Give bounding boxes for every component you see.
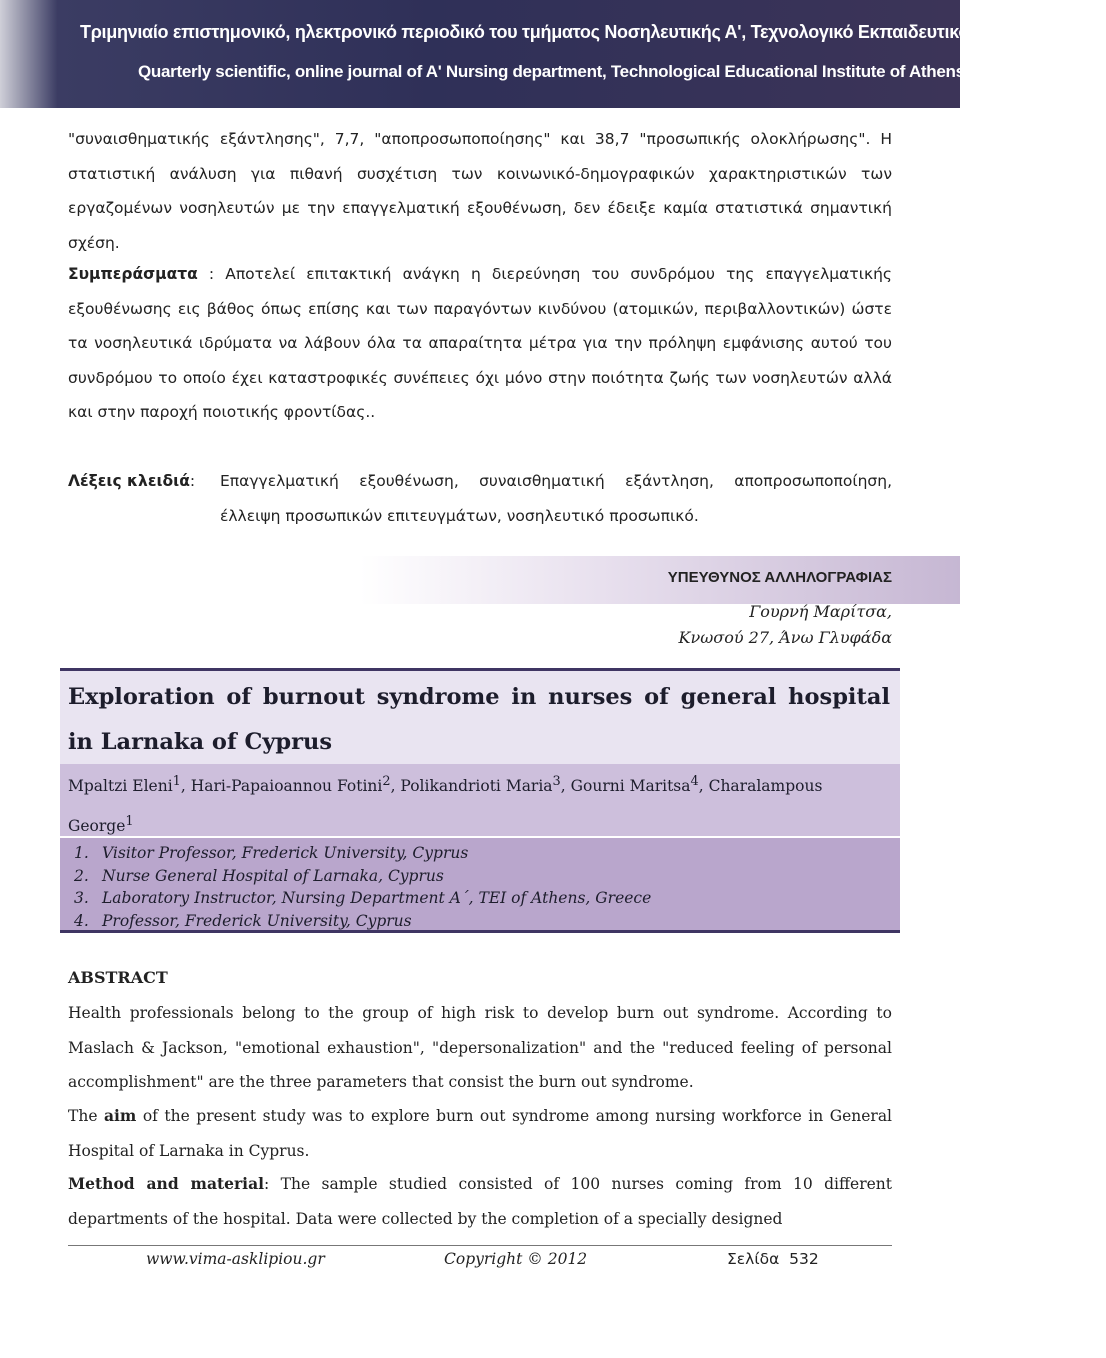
- article-title: Exploration of burnout syndrome in nurses of general hospital in Larnaka of Cyprus: [68, 684, 890, 755]
- aim-text: of the present study was to explore burn out syndrome among nursing workforce in General Hospital of Larnaka in Cyprus.: [68, 1107, 893, 1160]
- author-affiliation-mark: 3: [552, 774, 561, 789]
- footer-copyright: Copyright © 2012: [444, 1250, 588, 1268]
- author-affiliation-mark: 1: [125, 814, 134, 830]
- footer-divider: [68, 1245, 892, 1246]
- author-affiliation-mark: 4: [690, 774, 699, 789]
- affiliation-item: [74, 910, 651, 933]
- method-label: Method and material: [68, 1174, 264, 1193]
- method-text: : The sample studied consisted of 100 nurses coming from 10 different departments of the hospital. Data were collected by the completion of a specially designed: [68, 1175, 892, 1228]
- keywords-label-row: [68, 464, 195, 499]
- affiliations-list: [74, 842, 651, 932]
- article-title-box: [60, 668, 900, 767]
- conclusions-label: Συμπεράσματα: [68, 265, 198, 283]
- affiliation-number: 4.: [74, 911, 89, 930]
- affiliation-item: [74, 865, 651, 888]
- affiliation-text: Laboratory Instructor, Nursing Department A΄, TEI of Athens, Greece: [102, 889, 652, 907]
- greek-conclusions-paragraph: [68, 257, 892, 430]
- author-name: Polikandrioti Maria: [400, 777, 553, 796]
- keywords-text: Επαγγελματική εξουθένωση, συναισθηματική εξάντληση, αποπροσωποποίηση, έλλειψη προσωπικών επιτευγμάτων, νοσηλευτικό προσωπικό.: [220, 472, 892, 525]
- keywords-colon: :: [189, 472, 196, 490]
- abstract-paragraph-aim: [68, 1099, 892, 1168]
- affiliation-text: Nurse General Hospital of Larnaka, Cyprus: [102, 866, 444, 885]
- author-name: Gourni Maritsa: [570, 777, 691, 796]
- correspondence-name: Γουρνή Μαρίτσα,: [749, 602, 892, 621]
- author-separator: ,: [180, 777, 191, 796]
- affiliation-item: [74, 887, 651, 910]
- author-name: Charalampous George: [68, 777, 823, 836]
- aim-prefix: The: [68, 1107, 104, 1125]
- author-separator: ,: [698, 777, 709, 796]
- authors-list: [68, 764, 890, 844]
- header-english-line: Quarterly scientific, online journal of A' Nursing department, Technological Educational Institute of Athens: [138, 62, 965, 81]
- aim-label: aim: [104, 1106, 137, 1125]
- author-separator: ,: [390, 777, 401, 796]
- keywords-label: Λέξεις κλειδιά: [68, 472, 190, 490]
- abstract-heading: ABSTRACT: [68, 968, 168, 987]
- footer-website-link[interactable]: www.vima-asklipiou.gr: [146, 1250, 325, 1268]
- footer-page-indicator: [727, 1250, 819, 1268]
- abstract-paragraph-method: [68, 1167, 892, 1236]
- page-number: 532: [789, 1250, 819, 1268]
- affiliation-number: 3.: [74, 889, 89, 907]
- affiliation-text: Professor, Frederick University, Cyprus: [102, 911, 412, 930]
- author-name: Mpaltzi Eleni: [68, 777, 173, 796]
- correspondence-title: ΥΠΕΥΘΥΝΟΣ ΑΛΛΗΛΟΓΡΑΦΙΑΣ: [667, 569, 892, 586]
- author-name: Hari-Papaioannou Fotini: [190, 777, 383, 796]
- affiliation-item: [74, 842, 651, 865]
- author-affiliation-mark: 2: [382, 774, 391, 789]
- author-affiliation-mark: 1: [172, 774, 181, 789]
- greek-results-paragraph: "συναισθηματικής εξάντλησης", 7,7, "αποπροσωποποίησης" και 38,7 "προσωπικής ολοκλήρωσης". Η στατιστική ανάλυση για πιθανή συσχέτιση των κοινωνικό-δημογραφικών χαρακτηριστικών των εργαζομένων νοσηλευτών με την επαγγελματική εξουθένωση, δεν έδειξε καμία στατιστικά σημαντική σχέση.: [68, 130, 892, 252]
- affiliation-number: 1.: [74, 844, 89, 862]
- conclusions-text: : Αποτελεί επιτακτική ανάγκη η διερεύνηση του συνδρόμου της επαγγελματικής εξουθένωσης εις βάθος όπως επίσης και των παραγόντων κινδύνου (ατομικών, περιβαλλοντικών) ώστε τα νοσηλευτικά ιδρύματα να λάβουν όλα τα απαραίτητα μέτρα για την πρόληψη εμφάνισης αυτού του συνδρόμου το οποίο έχει καταστροφικές συνέπειες όχι μόνο στην ποιότητα ζωής των νοσηλευτών αλλά και στην παροχή ποιοτικής φροντίδας..: [68, 265, 892, 421]
- affiliations-box: [60, 838, 900, 933]
- authors-box: [60, 764, 900, 836]
- affiliation-text: Visitor Professor, Frederick University, Cyprus: [102, 844, 469, 862]
- correspondence-address: Κνωσού 27, Άνω Γλυφάδα: [678, 628, 892, 647]
- header-greek-line: Τριμηνιαίο επιστημονικό, ηλεκτρονικό περιοδικό του τμήματος Νοσηλευτικής Α', Τεχνολογικό Εκπαιδευτικό Ίδρυμα Αθηνών: [80, 22, 1106, 42]
- abstract-paragraph-intro: Health professionals belong to the group of high risk to develop burn out syndrome. According to Maslach & Jackson, "emotional exhaustion", "depersonalization" and the "reduced feeling of personal accomplishment" are the three parameters that consist the burn out syndrome.: [68, 1004, 892, 1091]
- author-separator: ,: [560, 777, 571, 796]
- page-label: Σελίδα: [727, 1250, 780, 1268]
- affiliation-number: 2.: [74, 866, 89, 885]
- journal-header: [0, 0, 1106, 108]
